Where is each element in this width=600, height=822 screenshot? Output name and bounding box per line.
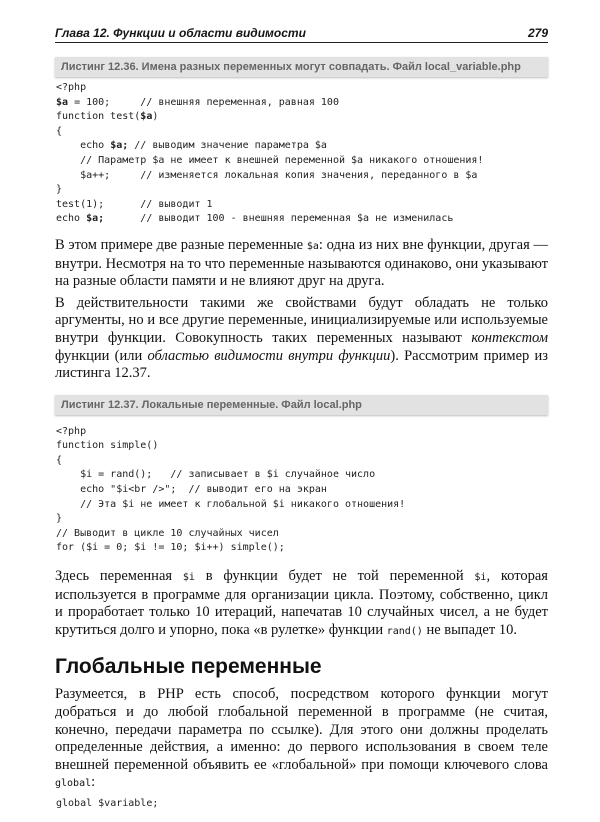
text-run: ) [152,111,159,123]
code-snippet-global [56,797,548,812]
text-run: Разумеется, в PHP есть способ, посредством которого функции могут добраться и до любой глобальной переменной в программе (не считая, конечно, передачи параметра по ссылке). Для этого они должны проделать определенные действия, а именно: до первого использования в своем теле внешней переменной объявить ее «глобальной» при помощи ключевого слова [55,686,548,773]
text-run: : одна из них вне функции, другая — внутри. Несмотря на то что переменные называются одинаково, они указывают на разные области памяти и не влияют друг на друга. [55,236,548,290]
code-line [56,139,548,154]
code-line [56,96,548,111]
text-run: // Параметр $a не имеет к внешней переменной $a никакого отношения! [56,154,484,166]
text-run: $a [140,111,153,123]
code-line [56,110,548,125]
text-run: : [91,774,96,791]
text-run: } [56,184,63,196]
running-header [55,22,548,43]
code-line [56,468,548,483]
text-run: function test( [56,111,141,123]
text-run: В действительности такими же свойствами будут обладать не только аргументы, но и все другие переменные, инициализируемые или используемые внутри функции. Совокупность таких переменных называют [55,294,548,346]
inline-code: global [55,778,92,790]
inline-code: $i [474,572,487,584]
listing-caption-12-37: Листинг 12.37. Локальные переменные. Файл local.php [55,395,548,415]
text-run: , которая используется в программе для организации цикла. Поэтому, собственно, цикл и проработает только 10 итераций, напечатав 10 случайных чисел, а не будет крутиться долго и упорно, пока «в рулетке» функции [55,568,548,638]
text-run: = 100; // внешняя переменная, равная 100 [68,96,339,108]
listing-caption-12-36: Листинг 12.36. Имена разных переменных могут совпадать. Файл local_variable.php [55,57,548,77]
code-listing-12-37 [56,425,548,556]
code-line [56,425,548,440]
text-run: // выводит 100 - внешняя переменная $a не изменилась [104,213,454,225]
text-run: в функции будет не той переменной [194,568,475,585]
inline-code: $i [182,572,195,584]
chapter-title: Глава 12. Функции и области видимости [55,26,306,40]
text-run: echo [56,140,111,152]
text-run: } [56,513,63,525]
text-run: <?php [56,82,87,93]
code-line [56,512,548,527]
text-run: ). Рассмотрим пример из листинга 12.37. [55,347,548,382]
paragraph [55,568,548,640]
text-run: for ($i = 0; $i != 10; $i++) simple(); [56,542,285,554]
text-run: test(1); // выводит 1 [56,198,213,210]
text-run: // Выводит в цикле 10 случайных чисел [56,527,279,539]
text-run: функции (или [55,347,148,364]
code-listing-12-36 [56,81,548,227]
section-heading: Глобальные переменные [55,655,322,679]
code-line [56,454,548,469]
code-line [56,527,548,542]
text-run: { [56,454,63,466]
text-run: $a; [86,213,105,225]
code-line [56,541,548,556]
inline-code: rand() [386,625,423,637]
code-line [56,212,548,227]
inline-code: $a [306,240,319,252]
text-run: // выводим значение параметра $a [128,140,327,152]
page-number: 279 [527,26,548,40]
text-run: // Эта $i не имеет к глобальной $i никакого отношения! [56,498,406,510]
code-line [56,797,548,812]
text-run: ; [152,797,159,809]
code-line [56,498,548,513]
code-line [56,154,548,169]
text-run: global $ [56,797,105,809]
text-run: $a [56,96,69,108]
text-run: { [56,125,63,137]
text-run: $i = rand(); // записывает в $i случайное число [56,469,376,481]
code-line [56,125,548,140]
text-run: echo [56,213,87,225]
paragraph [55,295,548,383]
text-run: echo "$i<br />"; // выводит его на экран [56,484,327,496]
paragraph [55,686,548,793]
text-run: не выпадет 10. [422,621,517,638]
code-line [56,198,548,213]
text-run: $a; [110,140,129,152]
code-line [56,183,548,198]
emphasis: областью видимости внутри функции [147,347,391,364]
text-run: <?php [56,425,87,437]
code-line [56,483,548,498]
emphasis: variable [104,797,153,809]
text-run: В этом примере две разные переменные [55,236,307,253]
text-run: Здесь переменная [55,568,183,585]
code-line [56,81,548,96]
emphasis: контекстом [471,329,548,346]
code-line [56,169,548,184]
text-run: function simple() [56,440,159,452]
paragraph [55,237,548,291]
text-run: $a++; // изменяется локальная копия значения, переданного в $a [56,169,478,181]
code-line [56,439,548,454]
